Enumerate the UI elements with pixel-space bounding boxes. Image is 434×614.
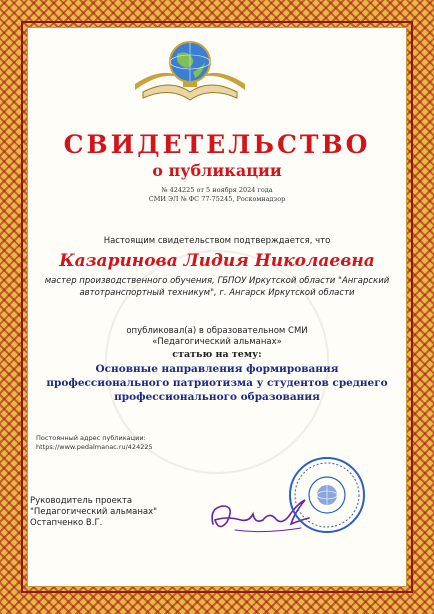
globe-book-emblem-icon (125, 34, 255, 109)
address-label: Постоянный адрес публикации: (36, 434, 146, 442)
signer-role: Руководитель проекта (30, 496, 133, 506)
article-label: статью на тему: (172, 349, 262, 360)
publication-info (0, 326, 434, 348)
media-license: СМИ ЭЛ № ФС 77-75245, Роскомнадзор (148, 195, 286, 203)
certificate-subtitle: о публикации (152, 161, 282, 180)
signer-name: Остапченко В.Г. (30, 518, 103, 528)
author-position: мастер производственного обучения, ГБПОУ Иркутской области "Ангарский автотранспортный техникум", г. Ангарск Иркутской области (44, 276, 390, 298)
article-title: Основные направления формирования профессионального патриотизма у студентов среднего профессионального образования (46, 363, 388, 403)
registration-number: № 424225 от 5 ноября 2024 года (161, 186, 273, 194)
published-line: опубликовал(а) в образовательном СМИ (126, 326, 308, 336)
publication-address (36, 434, 153, 452)
certificate-title: СВИДЕТЕЛЬСТВО (63, 130, 371, 159)
signer-project: "Педагогический альманах" (30, 507, 158, 517)
round-stamp-icon (287, 455, 367, 535)
address-url: https://www.pedalmanac.ru/424225 (36, 443, 153, 451)
registration-info (0, 186, 434, 204)
signer-block (30, 496, 157, 529)
confirm-text: Настоящим свидетельством подтверждается, что (103, 236, 331, 246)
journal-name: «Педагогический альманах» (152, 337, 282, 347)
author-name: Казаринова Лидия Николаевна (59, 251, 375, 271)
